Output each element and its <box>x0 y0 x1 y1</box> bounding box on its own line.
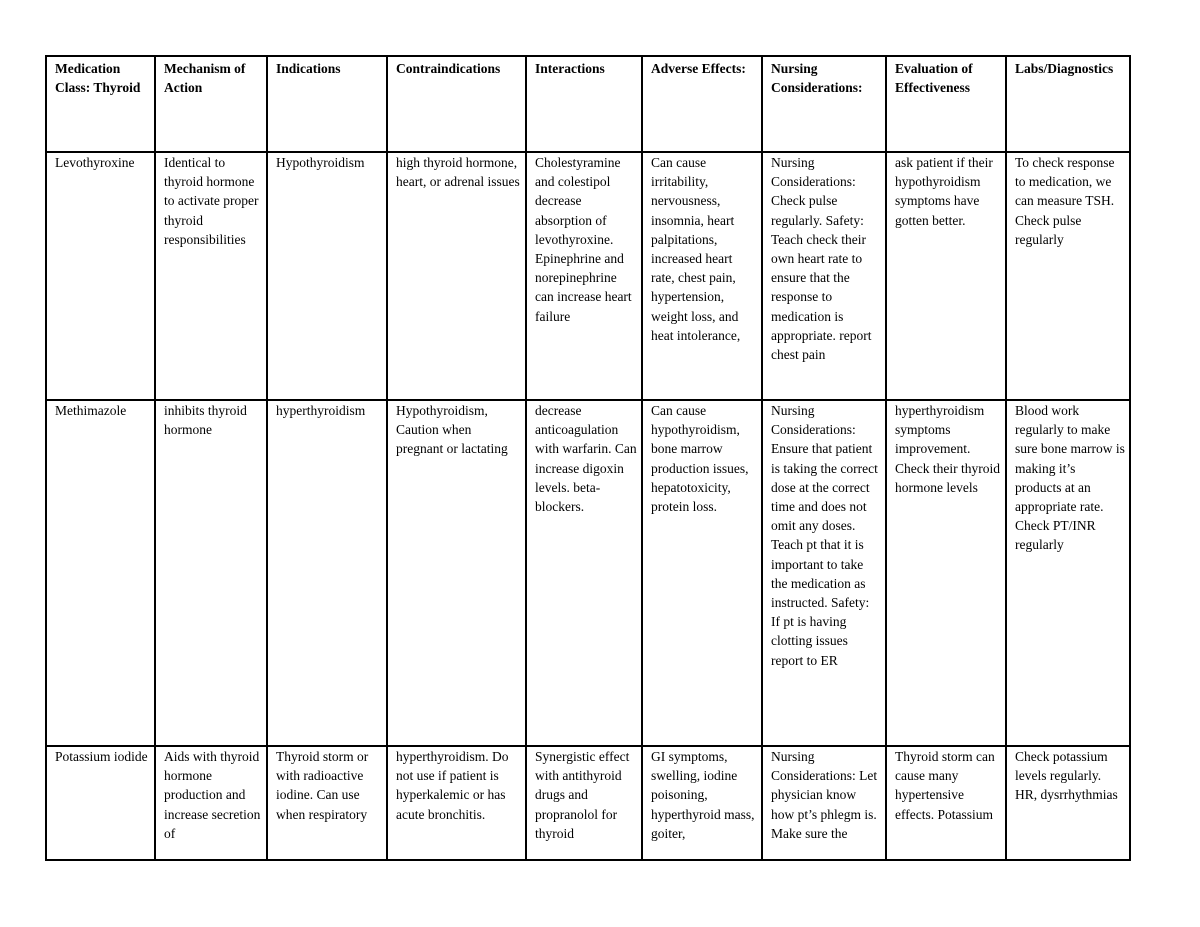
table-row-methimazole <box>46 400 1130 746</box>
table-cell: decrease anticoagulation with warfarin. Can increase digoxin levels. beta-blockers. <box>526 400 642 746</box>
table-cell: Cholestyramine and colestipol decrease absorption of levothyroxine. Epinephrine and norepinephrine can increase heart failure <box>526 152 642 400</box>
header-cell-interactions: Interactions <box>526 56 642 152</box>
table-cell: Hypothyroidism <box>267 152 387 400</box>
table-cell: Check potassium levels regularly. HR, dysrrhythmias <box>1006 746 1130 860</box>
table-cell: Identical to thyroid hormone to activate proper thyroid responsibilities <box>155 152 267 400</box>
table-cell: Blood work regularly to make sure bone marrow is making it’s products at an appropriate rate. Check PT/INR regularly <box>1006 400 1130 746</box>
table-cell: Can cause hypothyroidism, bone marrow production issues, hepatotoxicity, protein loss. <box>642 400 762 746</box>
table-cell: hyperthyroidism symptoms improvement. Check their thyroid hormone levels <box>886 400 1006 746</box>
table-cell: Potassium iodide <box>46 746 155 860</box>
table-cell: GI symptoms, swelling, iodine poisoning, hyperthyroid mass, goiter, <box>642 746 762 860</box>
table-cell: Aids with thyroid hormone production and increase secretion of <box>155 746 267 860</box>
table-cell: Methimazole <box>46 400 155 746</box>
header-cell-indications: Indications <box>267 56 387 152</box>
header-cell-contraindications: Contraindications <box>387 56 526 152</box>
table-cell: Can cause irritability, nervousness, insomnia, heart palpitations, increased heart rate, chest pain, hypertension, weight loss, and heat intolerance, <box>642 152 762 400</box>
table-cell: ask patient if their hypothyroidism symptoms have gotten better. <box>886 152 1006 400</box>
table-row-levothyroxine <box>46 152 1130 400</box>
header-cell-nursing-considerations: Nursing Considerations: <box>762 56 886 152</box>
medication-table <box>45 55 1131 861</box>
table-cell: Nursing Considerations: Let physician know how pt’s phlegm is. Make sure the <box>762 746 886 860</box>
table-cell: Nursing Considerations: Ensure that patient is taking the correct dose at the correct time and does not omit any doses. Teach pt that it is important to take the medication as instructed. Safety: If pt is having clotting issues report to ER <box>762 400 886 746</box>
header-cell-medication-class: Medication Class: Thyroid <box>46 56 155 152</box>
header-cell-evaluation: Evaluation of Effectiveness <box>886 56 1006 152</box>
table-cell: high thyroid hormone, heart, or adrenal issues <box>387 152 526 400</box>
table-cell: hyperthyroidism. Do not use if patient is hyperkalemic or has acute bronchitis. <box>387 746 526 860</box>
table-cell: Synergistic effect with antithyroid drugs and propranolol for thyroid <box>526 746 642 860</box>
table-cell: To check response to medication, we can measure TSH. Check pulse regularly <box>1006 152 1130 400</box>
table-cell: inhibits thyroid hormone <box>155 400 267 746</box>
table-cell: Thyroid storm or with radioactive iodine. Can use when respiratory <box>267 746 387 860</box>
table-cell: Levothyroxine <box>46 152 155 400</box>
table-cell: hyperthyroidism <box>267 400 387 746</box>
table-row-potassium-iodide <box>46 746 1130 860</box>
table-cell: Hypothyroidism, Caution when pregnant or lactating <box>387 400 526 746</box>
header-cell-mechanism: Mechanism of Action <box>155 56 267 152</box>
table-cell: Nursing Considerations: Check pulse regularly. Safety: Teach check their own heart rate to ensure that the response to medication is appropriate. report chest pain <box>762 152 886 400</box>
header-cell-adverse-effects: Adverse Effects: <box>642 56 762 152</box>
header-row <box>46 56 1130 152</box>
header-cell-labs: Labs/Diagnostics <box>1006 56 1130 152</box>
table-cell: Thyroid storm can cause many hypertensive effects. Potassium <box>886 746 1006 860</box>
